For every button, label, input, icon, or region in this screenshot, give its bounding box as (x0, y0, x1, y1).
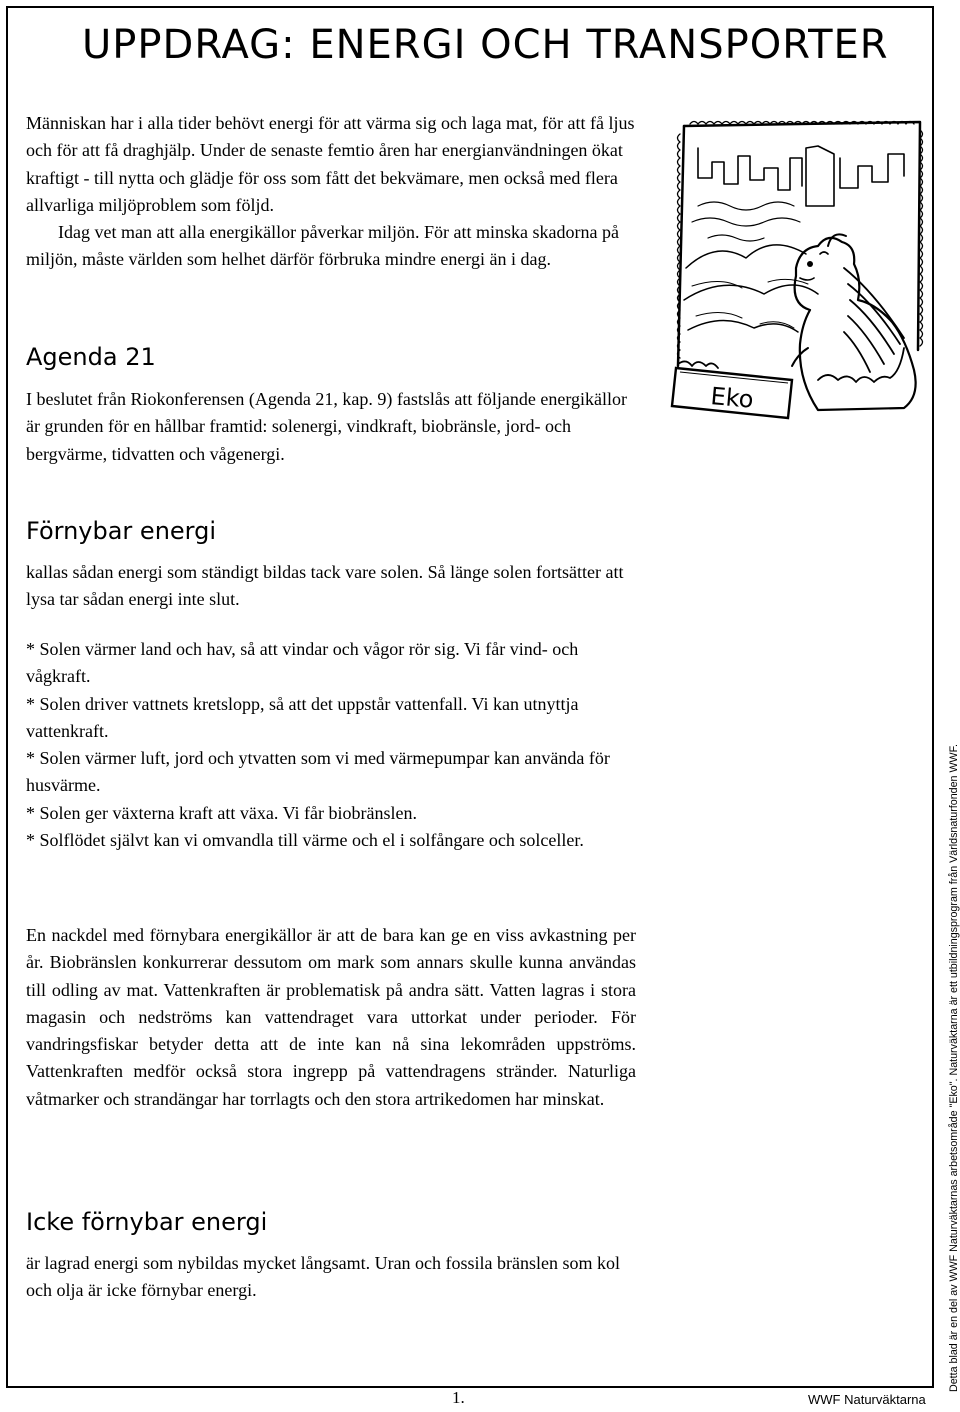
agenda-heading: Agenda 21 (26, 343, 156, 371)
renewable-bullets (26, 636, 636, 854)
drawback-section (26, 922, 636, 1113)
eko-sign-text: Eko (709, 382, 755, 414)
bullet-item: * Solen driver vattnets kretslopp, så att det uppstår vattenfall. Vi kan utnyttja vattenkraft. (26, 693, 579, 741)
nonrenewable-section (26, 1250, 636, 1305)
page-number: 1. (452, 1388, 465, 1407)
intro-paragraph-1: Människan har i alla tider behövt energi för att värma sig och laga mat, för att få ljus och för att få draghjälp. Under de senaste femtio åren har energianvändningen ökat kraftigt - till nytta och glädje för oss som fått det bekvämare, men också med flera allvarliga miljöproblem som följd. (26, 113, 635, 215)
eko-mascot-illustration (668, 118, 924, 434)
drawback-paragraph: En nackdel med förnybara energikällor är att de bara kan ge en viss avkastning per år. Biobränslen konkurrerar dessutom om mark som annars skulle kunna användas till odling av mat. Vattenkraften är problematisk på andra sätt. Vatten lagras i stora magasin och nedströms kan vattendraget vara uttorkat under perioder. För vandringsfiskar betyder detta att de inte kan nå sina lekområden uppströms. Vattenkraften medför också stora ingrepp på vattendragens stränder. Naturliga våtmarker och strandängar har torrlagts och den stora artrikedomen har minskat. (26, 925, 636, 1109)
side-note: Detta blad är en del av WWF Naturväktarnas arbetsområde "Eko". Naturväktarna är ett utbildningsprogram från Världsnaturfonden WWF. (948, 744, 960, 1392)
renewable-intro-section (26, 559, 636, 614)
intro-paragraph-2: Idag vet man att alla energikällor påverkar miljön. För att minska skadorna på miljön, måste världen som helhet därför förbruka mindre energi än i dag. (26, 222, 619, 270)
page-title: UPPDRAG: ENERGI OCH TRANSPORTER (82, 22, 889, 68)
renewable-heading: Förnybar energi (26, 517, 217, 545)
bullet-item: * Solflödet självt kan vi omvandla till värme och el i solfångare och solceller. (26, 830, 584, 851)
nonrenewable-text: är lagrad energi som nybildas mycket långsamt. Uran och fossila bränslen som kol och olja är icke förnybar energi. (26, 1253, 621, 1301)
bullet-item: * Solen ger växterna kraft att växa. Vi får biobränslen. (26, 802, 417, 823)
agenda-text: I beslutet från Riokonferensen (Agenda 21, kap. 9) fastslås att följande energikällor är grunden för en hållbar framtid: solenergi, vindkraft, biobränsle, jord- och bergvärme, tidvatten och vågenergi. (26, 389, 627, 464)
intro-section (26, 110, 636, 274)
renewable-intro: kallas sådan energi som ständigt bildas tack vare solen. Så länge solen fortsätter att lysa tar sådan energi inte slut. (26, 562, 624, 610)
footer-brand: WWF Naturväktarna (808, 1392, 926, 1407)
bullet-item: * Solen värmer land och hav, så att vindar och vågor rör sig. Vi får vind- och vågkraft. (26, 639, 579, 687)
nonrenewable-heading: Icke förnybar energi (26, 1208, 268, 1236)
agenda-section (26, 386, 636, 468)
bullet-item: * Solen värmer luft, jord och ytvatten som vi med värmepumpar kan använda för husvärme. (26, 748, 610, 796)
